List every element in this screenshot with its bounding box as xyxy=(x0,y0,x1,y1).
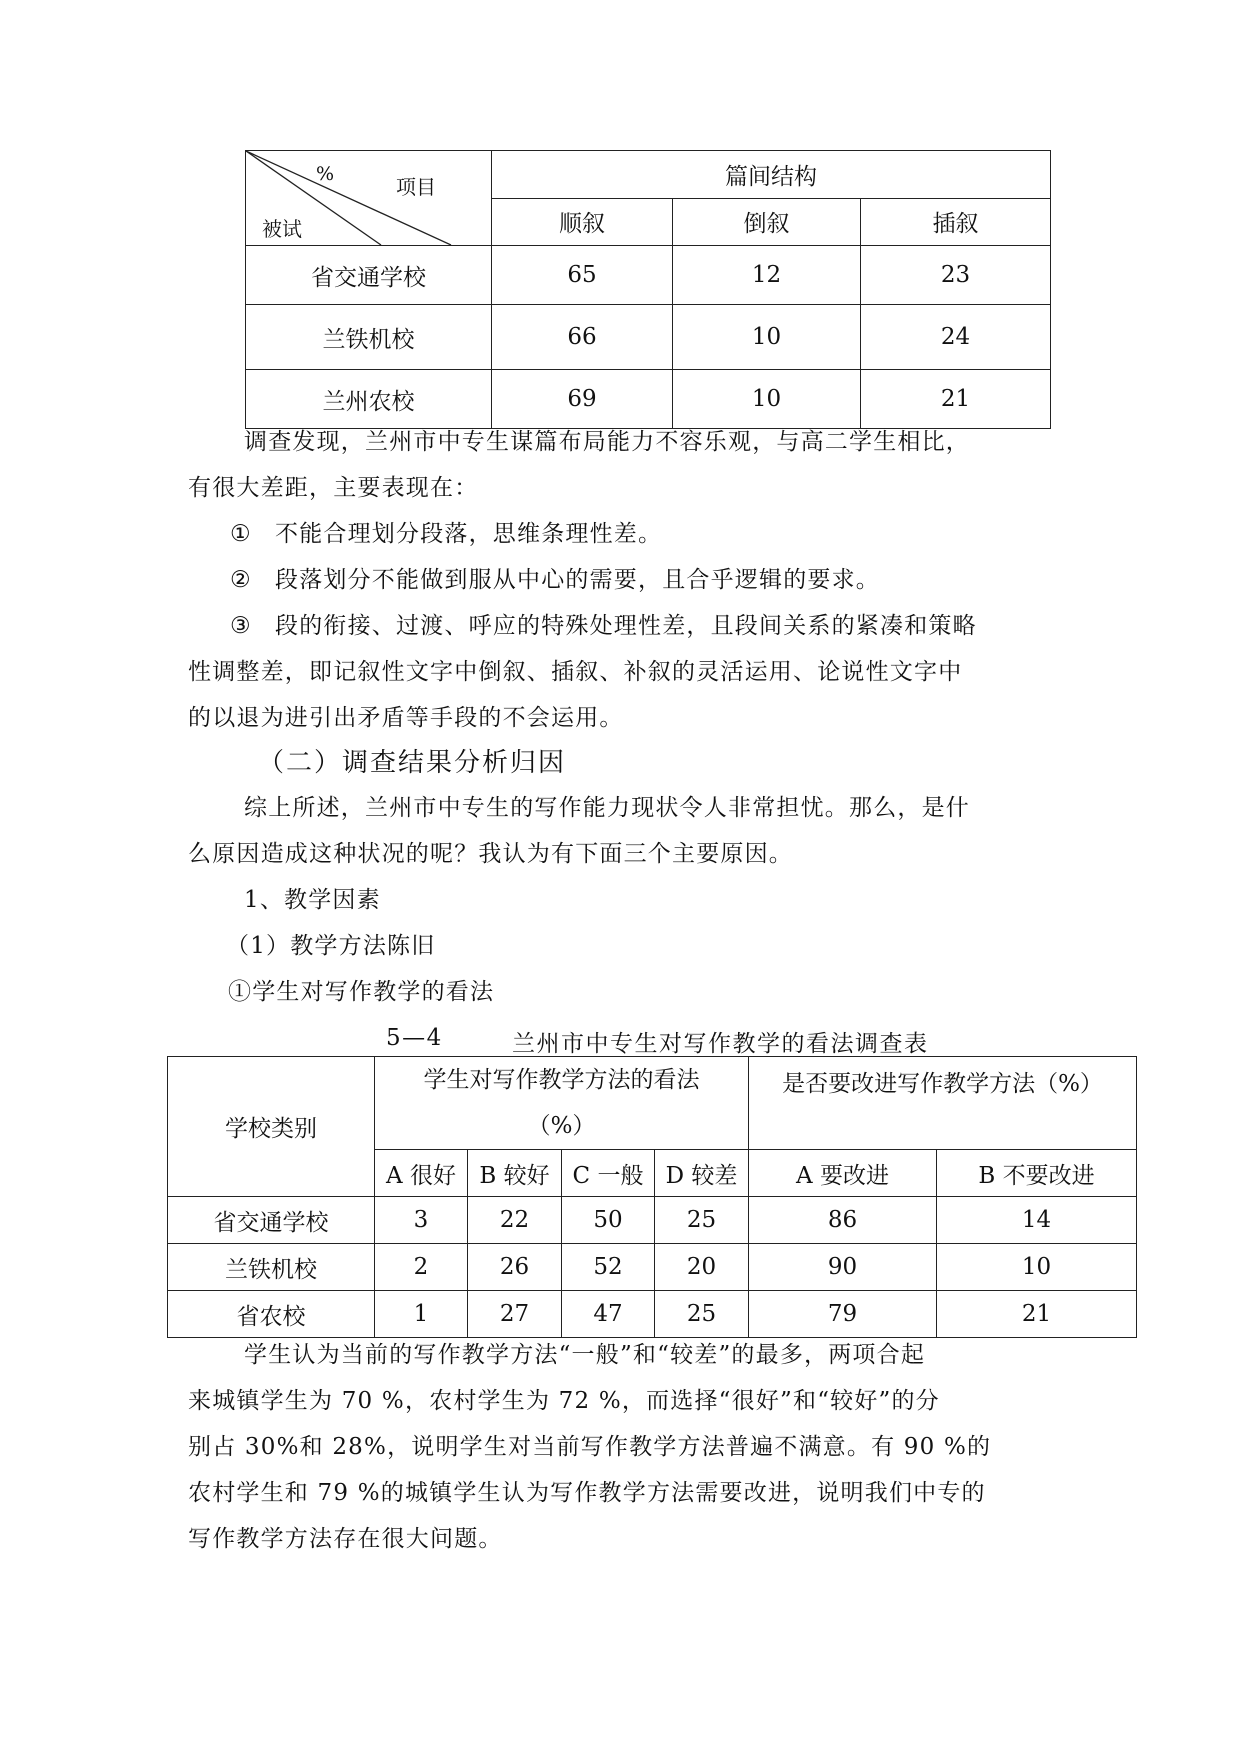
text-line: 农村学生和 79 %的城镇学生认为写作教学方法需要改进，说明我们中专的 xyxy=(188,1480,986,1506)
cell-value: 1 xyxy=(375,1291,468,1338)
text-line: 性调整差，即记叙性文字中倒叙、插叙、补叙的灵活运用、论说性文字中 xyxy=(188,659,963,685)
list-text: 段的衔接、过渡、呼应的特殊处理性差，且段间关系的紧凑和策略 xyxy=(275,613,977,639)
cell-value: 10 xyxy=(937,1244,1137,1291)
table-row xyxy=(168,1197,1137,1244)
text-line: 学生认为当前的写作教学方法“一般”和“较差”的最多，两项合起 xyxy=(244,1342,926,1368)
list-text: 不能合理划分段落，思维条理性差。 xyxy=(275,521,663,547)
table1-col-header: 倒叙 xyxy=(673,198,861,246)
row-name: 兰州农校 xyxy=(246,370,492,429)
subheading-2: （1）教学方法陈旧 xyxy=(226,933,436,959)
table1-group-header: 篇间结构 xyxy=(492,151,1051,199)
row-name: 省农校 xyxy=(168,1291,375,1338)
list-number: ① xyxy=(230,521,252,547)
table-row xyxy=(168,1244,1137,1291)
cell-value: 14 xyxy=(937,1197,1137,1244)
table-row xyxy=(246,305,1051,370)
cell-value: 3 xyxy=(375,1197,468,1244)
table-caption-number: 5—4 xyxy=(386,1025,443,1051)
list-number: ③ xyxy=(230,613,252,639)
cell-value: 22 xyxy=(468,1197,562,1244)
text-line: 写作教学方法存在很大问题。 xyxy=(188,1526,503,1552)
list-item xyxy=(230,511,662,557)
cell-value: 24 xyxy=(861,305,1051,370)
cell-value: 26 xyxy=(468,1244,562,1291)
text-line: 综上所述，兰州市中专生的写作能力现状令人非常担忧。那么，是什 xyxy=(244,795,970,821)
cell-value: 23 xyxy=(861,246,1051,305)
table2-col-header: A 要改进 xyxy=(749,1150,937,1197)
corner-subject: 被试 xyxy=(262,217,302,241)
text-line: 有很大差距，主要表现在： xyxy=(188,475,479,501)
cell-value: 25 xyxy=(655,1291,749,1338)
writing-teaching-survey-table xyxy=(167,1056,1137,1338)
text-line: 别占 30%和 28%，说明学生对当前写作教学方法普遍不满意。有 90 %的 xyxy=(188,1434,992,1460)
table-row xyxy=(246,246,1051,305)
table2-col-header: B 较好 xyxy=(468,1150,562,1197)
table1-col-header: 顺叙 xyxy=(492,198,673,246)
cell-value: 66 xyxy=(492,305,673,370)
row-name: 省交通学校 xyxy=(246,246,492,305)
cell-value: 52 xyxy=(562,1244,655,1291)
table2-col-header: B 不要改进 xyxy=(937,1150,1137,1197)
table2-col-header: A 很好 xyxy=(375,1150,468,1197)
cell-value: 2 xyxy=(375,1244,468,1291)
narrative-structure-table xyxy=(245,150,1051,429)
list-item xyxy=(230,603,977,649)
text-line: 调查发现，兰州市中专生谋篇布局能力不容乐观，与高二学生相比， xyxy=(244,429,970,455)
table-row xyxy=(168,1291,1137,1338)
row-name: 兰铁机校 xyxy=(246,305,492,370)
table-caption-title: 兰州市中专生对写作教学的看法调查表 xyxy=(512,1031,929,1057)
cell-value: 69 xyxy=(492,370,673,429)
cell-value: 21 xyxy=(861,370,1051,429)
table2-group1-header xyxy=(375,1057,749,1150)
subheading-1: 1、教学因素 xyxy=(244,887,381,913)
table2-col-header: D 较差 xyxy=(655,1150,749,1197)
section-heading: （二）调查结果分析归因 xyxy=(258,748,567,778)
paragraph-summary xyxy=(188,785,1048,877)
row-name: 省交通学校 xyxy=(168,1197,375,1244)
list-text: 段落划分不能做到服从中心的需要，且合乎逻辑的要求。 xyxy=(275,567,880,593)
cell-value: 10 xyxy=(673,305,861,370)
group1-line2: （%） xyxy=(527,1113,596,1139)
cell-value: 27 xyxy=(468,1291,562,1338)
subheading-3: ①学生对写作教学的看法 xyxy=(228,979,495,1005)
list-number: ② xyxy=(230,567,252,593)
cell-value: 90 xyxy=(749,1244,937,1291)
cell-value: 79 xyxy=(749,1291,937,1338)
cell-value: 10 xyxy=(673,370,861,429)
cell-value: 86 xyxy=(749,1197,937,1244)
corner-item: 项目 xyxy=(396,175,436,199)
list-item-continuation xyxy=(188,649,1048,741)
text-line: 的以退为进引出矛盾等手段的不会运用。 xyxy=(188,705,624,731)
table2-group2-header: 是否要改进写作教学方法（%） xyxy=(749,1057,1137,1150)
table1-corner-cell xyxy=(246,151,492,246)
table2-row-header: 学校类别 xyxy=(168,1057,375,1197)
paragraph-analysis xyxy=(188,1332,1048,1562)
list-item xyxy=(230,557,880,603)
cell-value: 20 xyxy=(655,1244,749,1291)
cell-value: 21 xyxy=(937,1291,1137,1338)
table1-col-header: 插叙 xyxy=(861,198,1051,246)
row-name: 兰铁机校 xyxy=(168,1244,375,1291)
cell-value: 47 xyxy=(562,1291,655,1338)
corner-percent: % xyxy=(316,163,335,185)
cell-value: 65 xyxy=(492,246,673,305)
text-line: 么原因造成这种状况的呢？我认为有下面三个主要原因。 xyxy=(188,841,793,867)
text-line: 来城镇学生为 70 %，农村学生为 72 %，而选择“很好”和“较好”的分 xyxy=(188,1388,940,1414)
table2-col-header: C 一般 xyxy=(562,1150,655,1197)
cell-value: 50 xyxy=(562,1197,655,1244)
paragraph-findings xyxy=(188,419,1048,511)
cell-value: 25 xyxy=(655,1197,749,1244)
cell-value: 12 xyxy=(673,246,861,305)
group1-line1: 学生对写作教学方法的看法 xyxy=(423,1067,700,1093)
